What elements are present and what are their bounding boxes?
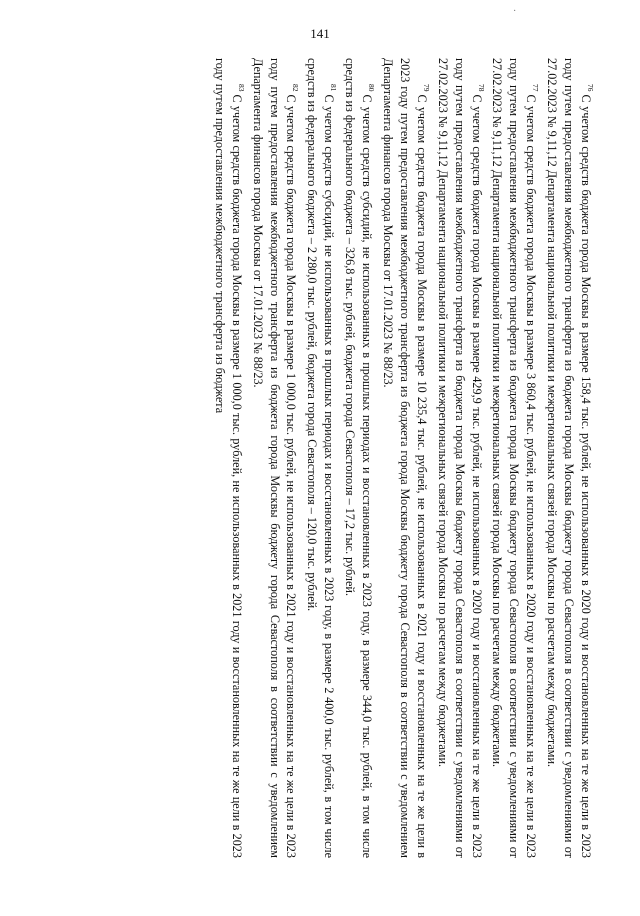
footnote-78 [434,58,489,858]
footnote-mark: 82 [291,84,301,92]
footnote-83 [211,58,249,858]
footnote-77 [489,58,544,858]
footnote-80 [341,58,379,858]
footnote-mark: 83 [236,84,246,92]
footnote-82 [249,58,304,858]
footnote-76 [543,58,598,858]
footnote-text: С учетом средств бюджета города Москвы в размере 1 000,0 тыс. рублей, не использованных в 2021 году и восстановленных на те же цели в 2023 году путем предоставления межбюджетного трансферта из бюджета города Москвы бюджету города Севастополя в соответствии с уведомлением Департамента финансов города Москвы от 17.01.2023 № 88/23. [250,58,299,858]
footnote-text: С учетом средств бюджета города Москвы в размере 429,9 тыс. рублей, не использованных в 2020 году и восстановленных на те же цели в 2023 году путем предоставления межбюджетного трансферта из бюджета города Москвы бюджету города Севастополя в соответствии с уведомлениями от 27.02.2023 № 9,11,12 Департамента национальной политики и межрегиональных связей города Москвы по расчетам между бюджетами. [435,58,484,858]
rotated-footnotes [211,58,598,858]
footnote-mark: 77 [531,84,541,92]
page-number: 141 [310,26,330,41]
footnote-text: С учетом средств бюджета города Москвы в размере 10 235,4 тыс. рублей, не использованных в 2021 году и восстановленных на те же цели в 2023 году путем предоставления межбюджетного трансферта из бюджета города Москвы бюджету города Севастополя в соответствии с уведомлением Департамента финансов города Москвы от 17.01.2023 № 88/23. [381,58,429,858]
footnote-mark: 80 [367,84,377,92]
footnote-text: С учетом средств субсидий, не использованных в прошлых периодах и восстановленных в 2023 году, в размере 2 400,0 тыс. рублей, в том числе средств из федерального бюджета – 2 280,0 тыс. рублей, бюджета города Севастополя – 120,0 тыс. рублей. [305,58,337,858]
footnote-mark: 76 [586,84,595,92]
footnote-mark: 78 [476,84,486,92]
footnote-text: С учетом средств бюджета города Москвы в размере 158,4 тыс. рублей, не использованных в 2020 году и восстановленных на те же цели в 2023 году путем предоставления межбюджетного трансферта из бюджета города Москвы бюджету города Севастополя в соответствии с уведомлениями от 27.02.2023 № 9,11,12 Департамента национальной политики и межрегиональных связей города Москвы по расчетам между бюджетами. [545,58,593,858]
footnote-text: С учетом средств бюджета города Москвы в размере 3 860,4 тыс. рублей, не использованных в 2020 году и восстановленных на те же цели в 2023 году путем предоставления межбюджетного трансферта из бюджета города Москвы бюджету города Севастополя в соответствии с уведомлениями от 27.02.2023 № 9,11,12 Департамента национальной политики и межрегиональных связей города Москвы по расчетам между бюджетами. [490,58,539,858]
footnote-text: С учетом средств субсидий, не использованных в прошлых периодах и восстановленных в 2023 году, в размере 344,0 тыс. рублей, в том числе средств из федерального бюджета – 326,8 тыс. рублей, бюджета города Севастополя – 17,2 тыс. рублей. [343,58,375,858]
footnote-81 [304,58,342,858]
footnote-mark: 81 [329,84,339,92]
footnote-text: С учетом средств бюджета города Москвы в размере 1 000,0 тыс. рублей, не использованных в 2021 году и восстановленных на те же цели в 2023 году путем предоставления межбюджетного трансферта из бюджета [212,58,244,858]
corner-mark: · [513,6,517,17]
footnote-79 [379,58,434,858]
footnote-mark: 79 [421,84,431,92]
